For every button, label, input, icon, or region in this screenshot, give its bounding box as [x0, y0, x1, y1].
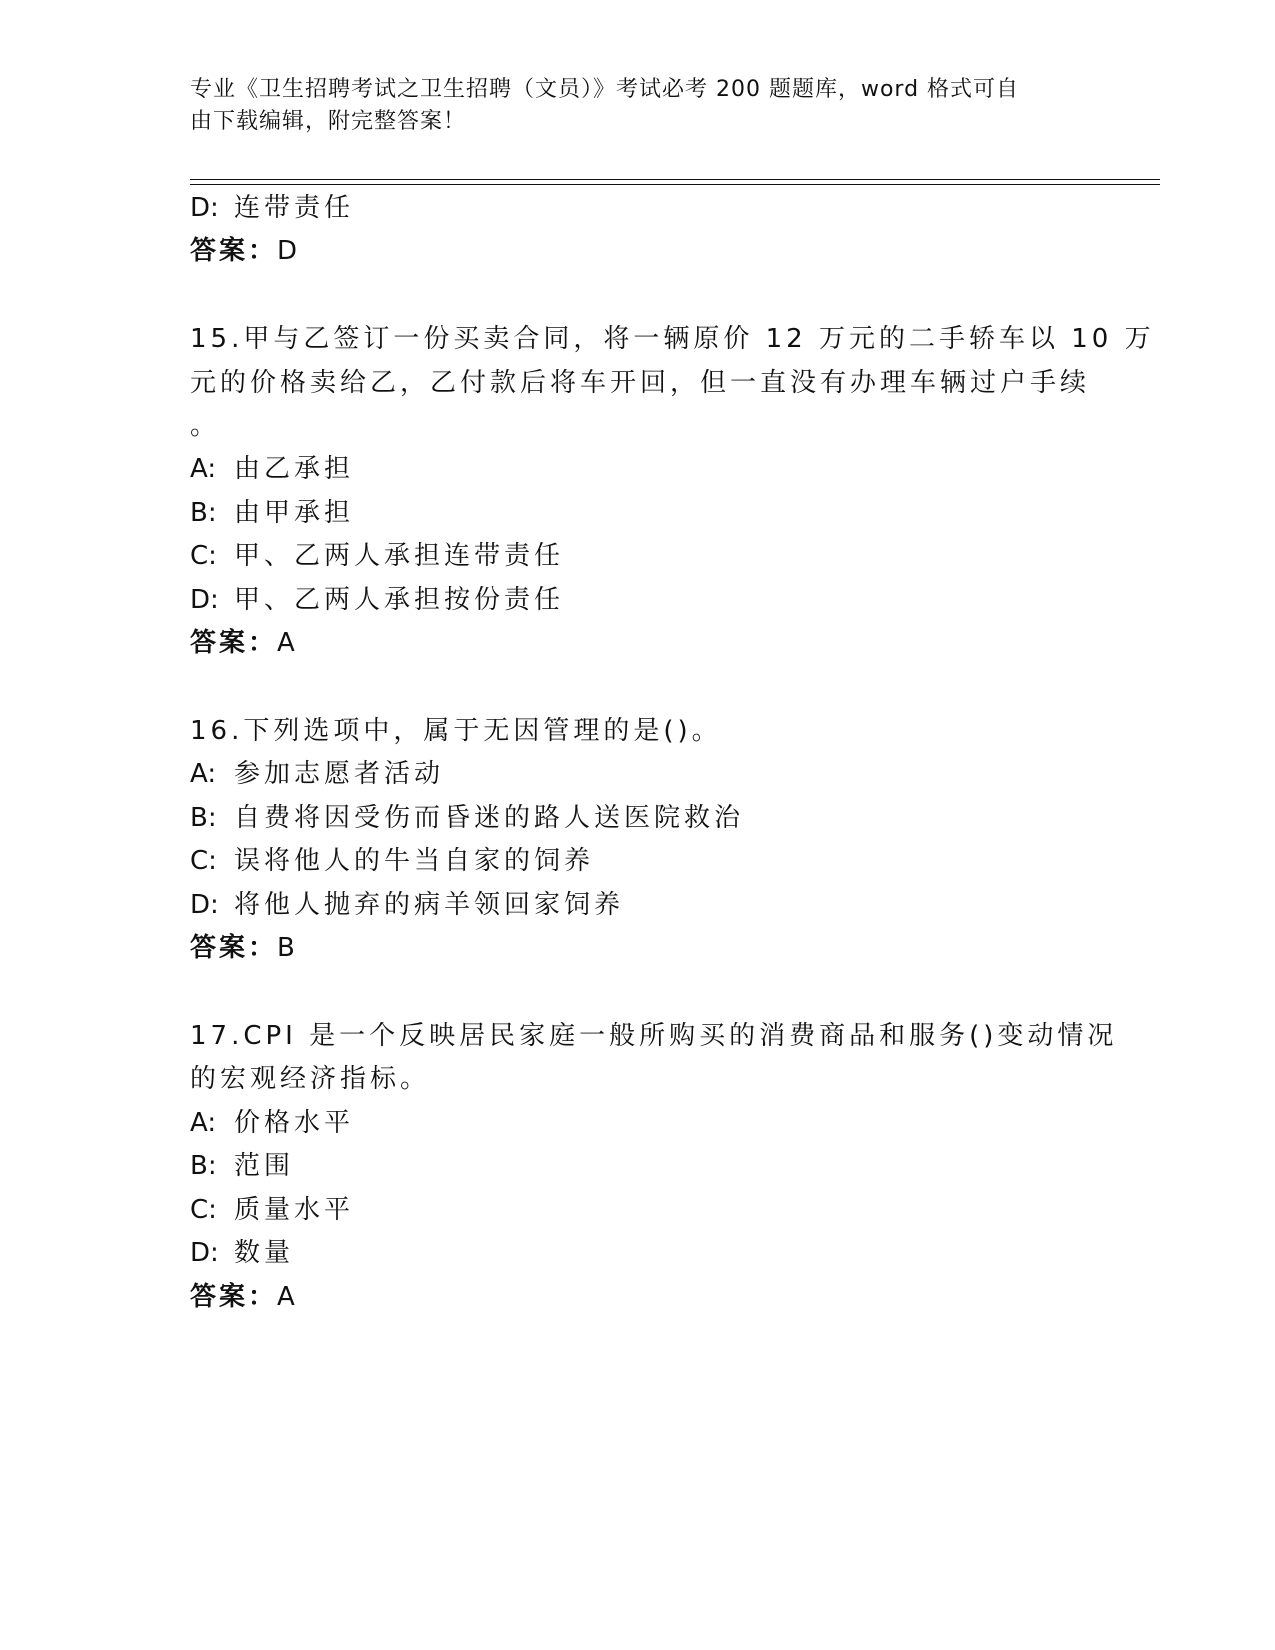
question-stem-line: 17.CPI 是一个反映居民家庭一般所购买的消费商品和服务()变动情况 [190, 1021, 1118, 1051]
header-divider-top [190, 179, 1160, 180]
option-a [190, 1106, 354, 1140]
option-b [190, 1149, 294, 1183]
option-text: 连带责任 [234, 193, 355, 223]
answer-label: 答案： [190, 1282, 278, 1312]
option-text: 自费将因受伤而昏迷的路人送医院救治 [234, 803, 745, 833]
option-d [190, 1236, 294, 1270]
option-label: C: [190, 1195, 217, 1225]
option-a [190, 452, 354, 486]
option-label: A: [190, 454, 217, 484]
option-text: 质量水平 [234, 1195, 355, 1225]
answer-label: 答案： [190, 236, 278, 266]
option-text: 由乙承担 [234, 454, 355, 484]
option-c [190, 1193, 354, 1227]
answer-label: 答案： [190, 933, 278, 963]
option-label: C: [190, 846, 217, 876]
option-d [190, 583, 564, 617]
answer-label: 答案： [190, 628, 278, 658]
option-text: 范围 [234, 1151, 295, 1181]
option-text: 将他人抛弃的病羊领回家饲养 [234, 890, 625, 920]
option-a [190, 757, 444, 791]
document-header [190, 74, 1070, 138]
option-label: B: [190, 498, 217, 528]
answer [190, 931, 296, 965]
option-text: 由甲承担 [234, 498, 355, 528]
option-label: D: [190, 1238, 219, 1268]
option-c [190, 844, 594, 878]
question-stem-line: 。 [190, 411, 221, 441]
answer-value: B [277, 933, 296, 963]
option-label: D: [190, 193, 219, 223]
question-stem-line: 元的价格卖给乙，乙付款后将车开回，但一直没有办理车辆过户手续 [190, 368, 1091, 398]
question-stem-line: 15.甲与乙签订一份买卖合同，将一辆原价 12 万元的二手轿车以 10 万 [190, 324, 1155, 354]
header-line-1: 专业《卫生招聘考试之卫生招聘（文员）》考试必考 200 题题库，word 格式可自 [190, 77, 1020, 102]
option-label: B: [190, 803, 217, 833]
answer [190, 626, 296, 660]
option-label: D: [190, 890, 219, 920]
option-b [190, 496, 354, 530]
answer-value: A [277, 1282, 296, 1312]
option-text: 参加志愿者活动 [234, 759, 445, 789]
option-c [190, 539, 564, 573]
option-b [190, 801, 744, 835]
answer-value: D [277, 236, 299, 266]
option-text: 误将他人的牛当自家的饲养 [234, 846, 595, 876]
option-d [190, 888, 624, 922]
option-text: 甲、乙两人承担连带责任 [234, 541, 565, 571]
question-stem-line: 16.下列选项中，属于无因管理的是()。 [190, 716, 722, 746]
option-text: 价格水平 [234, 1108, 355, 1138]
header-line-2: 由下载编辑，附完整答案！ [190, 109, 467, 134]
option-label: A: [190, 759, 217, 789]
carryover-option-d [190, 191, 354, 225]
option-label: A: [190, 1108, 217, 1138]
carryover-answer [190, 234, 298, 268]
option-text: 数量 [234, 1238, 295, 1268]
option-label: B: [190, 1151, 217, 1181]
question-stem-line: 的宏观经济指标。 [190, 1064, 431, 1094]
option-label: D: [190, 585, 219, 615]
answer-value: A [277, 628, 296, 658]
option-text: 甲、乙两人承担按份责任 [234, 585, 565, 615]
answer [190, 1280, 296, 1314]
header-divider-bottom [190, 184, 1160, 185]
option-label: C: [190, 541, 217, 571]
